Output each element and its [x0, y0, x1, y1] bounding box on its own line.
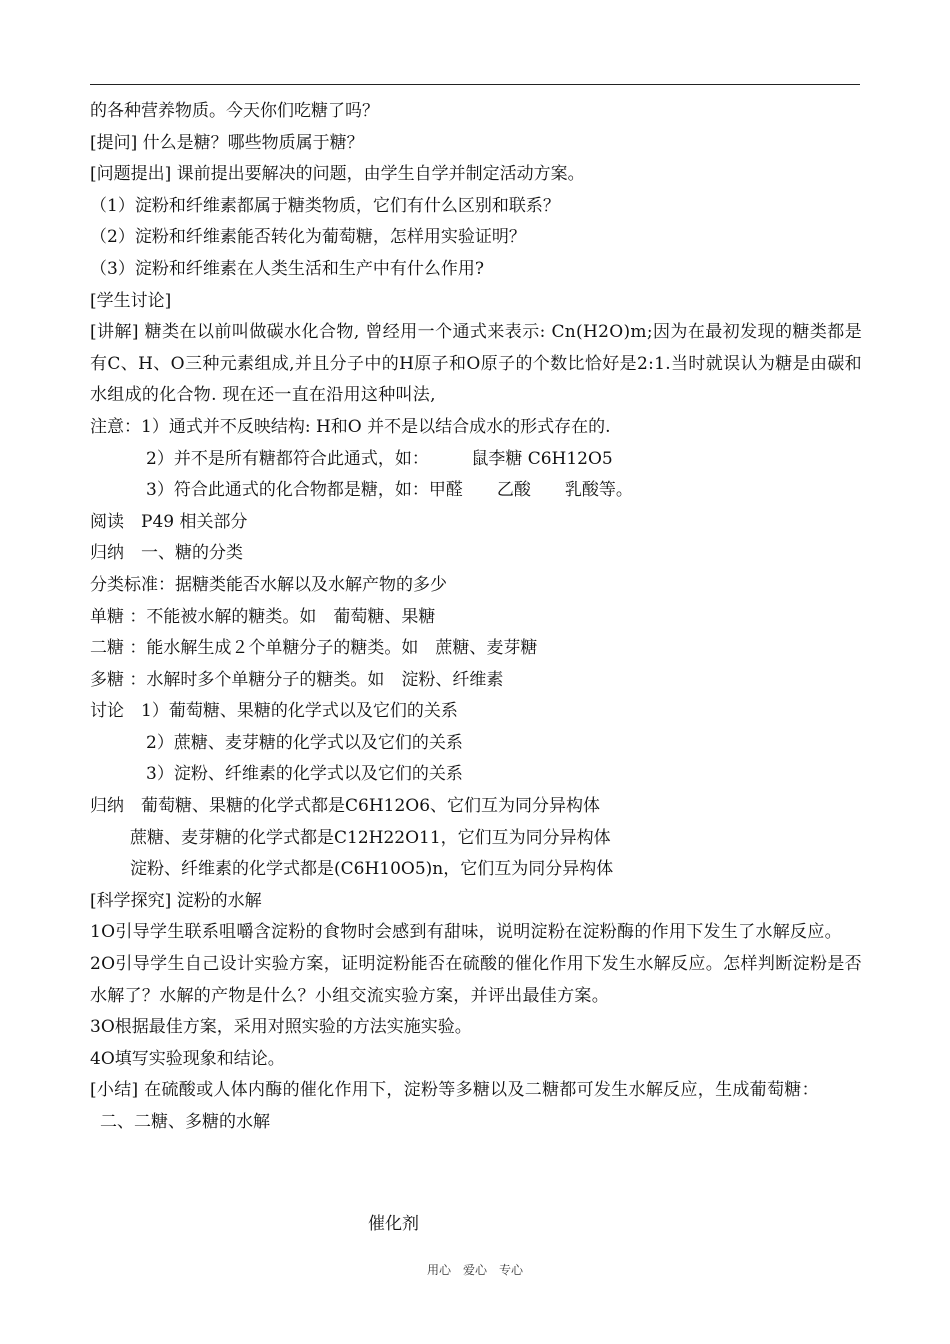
step-1: 1O引导学生联系咀嚼含淀粉的食物时会感到有甜味，说明淀粉在淀粉酶的作用下发生了水解反应。	[90, 922, 842, 943]
problem-item-2: （2）淀粉和纤维素能否转化为葡萄糖，怎样用实验证明？	[90, 227, 526, 248]
discuss-2: 2）蔗糖、麦芽糖的化学式以及它们的关系	[146, 732, 463, 753]
discuss-3: 3）淀粉、纤维素的化学式以及它们的关系	[146, 764, 463, 785]
lecture-paragraph: [讲解] 糖类在以前叫做碳水化合物, 曾经用一个通式来表示: Cn(H2O)m;因为在最初发现的糖类都是有C、H、O三种元素组成,并且分子中的H原子和O原子的个数比恰好是2:1.当时就误认为糖是由碳和水组成的化合物. 现在还一直在沿用这种叫法,	[90, 322, 862, 406]
problem-item-1: （1）淀粉和纤维素都属于糖类物质，它们有什么区别和联系？	[90, 195, 560, 216]
conclusion-3: 淀粉、纤维素的化学式都是(C6H10O5)n，它们互为同分异构体	[130, 859, 614, 880]
catalyst-label: 催化剂	[368, 1214, 419, 1234]
note-3: 3）符合此通式的化合物都是糖，如：甲醛 乙酸 乳酸等。	[146, 480, 633, 501]
discussion-heading: [学生讨论]	[90, 290, 172, 311]
document-body	[90, 96, 862, 1139]
monosaccharide-line: 单糖 ：不能被水解的糖类。如 葡萄糖、果糖	[90, 606, 436, 627]
disaccharide-line: 二糖 ：能水解生成２个单糖分子的糖类。如 蔗糖、麦芽糖	[90, 638, 538, 659]
classification-standard: 分类标准：据糖类能否水解以及水解产物的多少	[90, 574, 447, 595]
reading-line: 阅读 P49 相关部分	[90, 511, 248, 532]
page-footer: 用心 爱心 专心	[426, 1263, 523, 1277]
conclusion-1: 归纳 葡萄糖、果糖的化学式都是C6H12O6、它们互为同分异构体	[90, 796, 601, 817]
step-2: 2O引导学生自己设计实验方案，证明淀粉能否在硫酸的催化作用下发生水解反应。怎样判断淀粉是否水解了？水解的产物是什么？小组交流实验方案，并评出最佳方案。	[90, 954, 862, 1006]
step-3: 3O根据最佳方案，采用对照实验的方法实施实验。	[90, 1017, 472, 1038]
summary-paragraph: [小结] 在硫酸或人体内酶的催化作用下，淀粉等多糖以及二糖都可发生水解反应，生成葡萄糖：	[90, 1080, 819, 1101]
question-line: [提问] 什么是糖？哪些物质属于糖？	[90, 132, 364, 153]
text-line: 的各种营养物质。今天你们吃糖了吗？	[90, 101, 379, 121]
section-heading-2: 二、二糖、多糖的水解	[100, 1112, 270, 1132]
header-rule	[90, 84, 860, 85]
discuss-1: 讨论 1）葡萄糖、果糖的化学式以及它们的关系	[90, 701, 458, 722]
polysaccharide-line: 多糖 ：水解时多个单糖分子的糖类。如 淀粉、纤维素	[90, 669, 504, 690]
step-4: 4O填写实验现象和结论。	[90, 1048, 285, 1069]
problem-line: [问题提出] 课前提出要解决的问题，由学生自学并制定活动方案。	[90, 164, 585, 185]
problem-item-3: （3）淀粉和纤维素在人类生活和生产中有什么作用?	[90, 258, 484, 279]
conclusion-2: 蔗糖、麦芽糖的化学式都是C12H22O11，它们互为同分异构体	[130, 827, 611, 848]
inquiry-heading: [科学探究] 淀粉的水解	[90, 890, 262, 911]
note-1: 注意：1）通式并不反映结构: H和O 并不是以结合成水的形式存在的.	[90, 416, 611, 437]
note-2: 2）并不是所有糖都符合此通式，如： 鼠李糖 C6H12O5	[146, 448, 613, 469]
summary-heading: 归纳 一、糖的分类	[90, 543, 243, 564]
